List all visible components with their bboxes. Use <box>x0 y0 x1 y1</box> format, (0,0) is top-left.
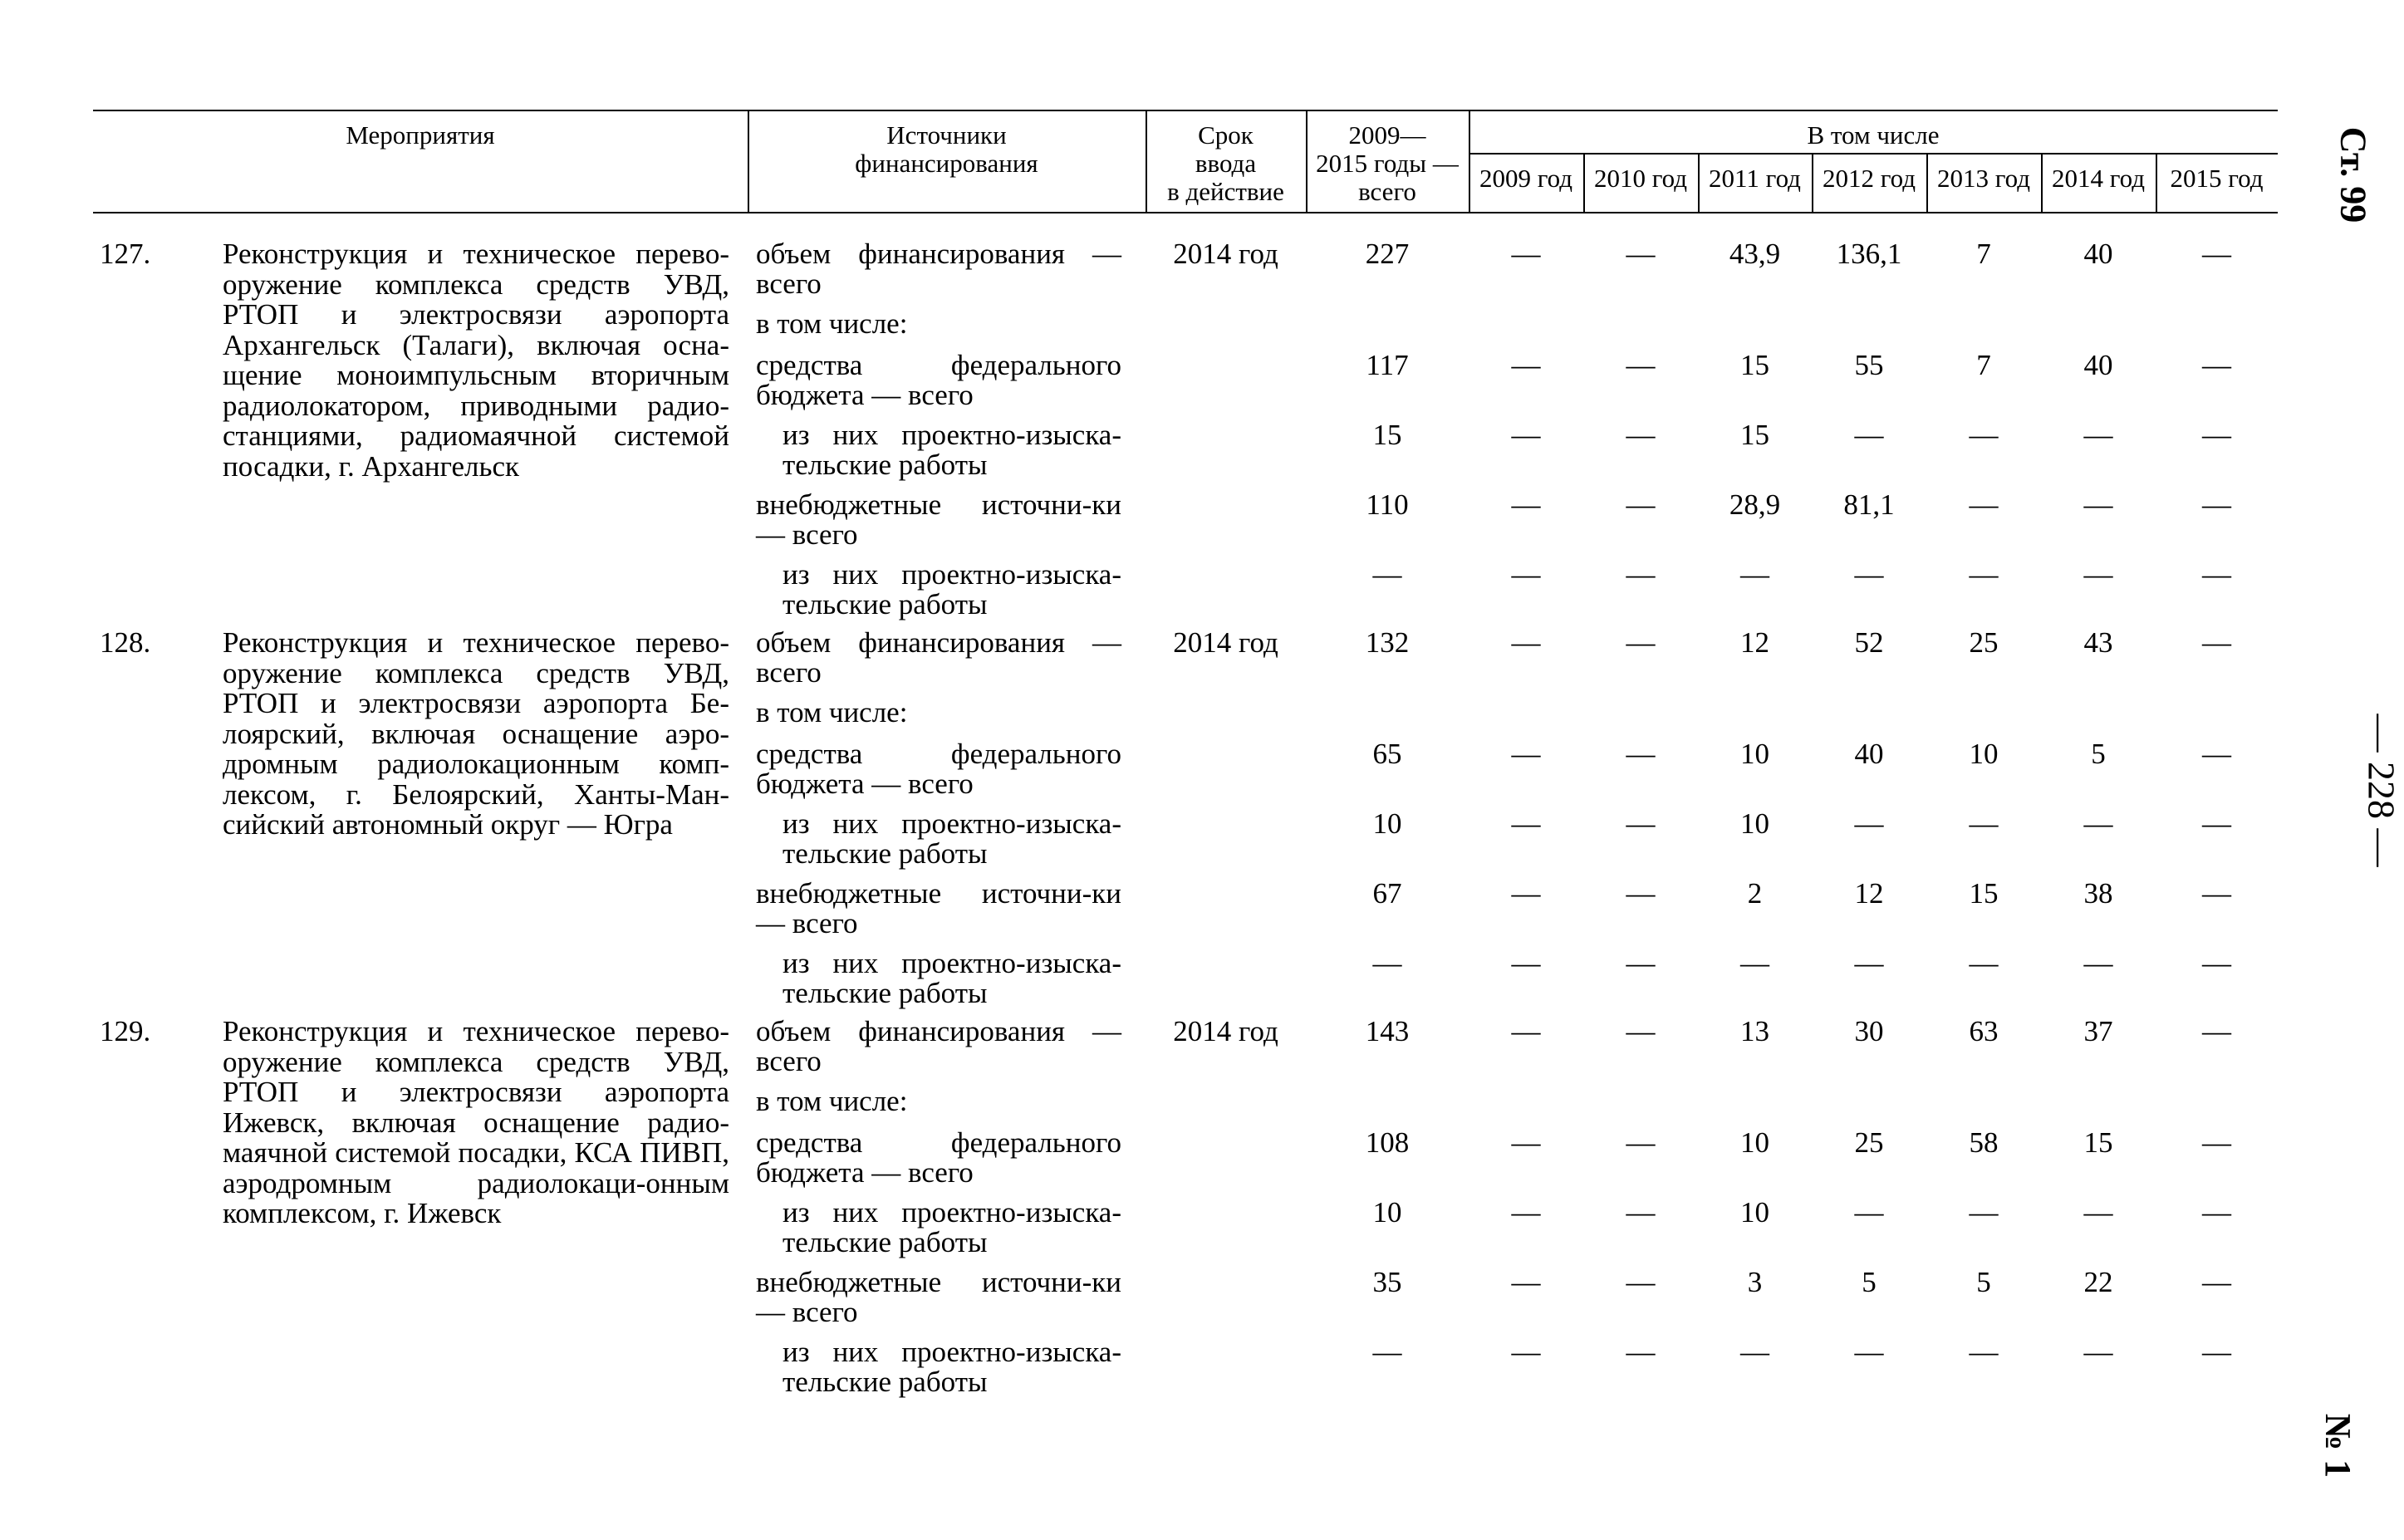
cell-2013: 5 <box>1976 1266 1991 1298</box>
cell-2010: — <box>1626 1126 1656 1159</box>
cell-total: — <box>1372 947 1402 979</box>
header-top-rule <box>93 110 2278 111</box>
cell-total: — <box>1372 1336 1402 1368</box>
cell-2011: 3 <box>1747 1266 1763 1298</box>
cell-2015: — <box>2202 488 2231 521</box>
cell-2012: — <box>1854 558 1884 591</box>
cell-2011: 10 <box>1740 738 1769 770</box>
cell-2010: — <box>1626 349 1656 381</box>
cell-2013: — <box>1969 1336 1999 1368</box>
cell-2010: — <box>1626 626 1656 659</box>
cell-total: 227 <box>1365 238 1410 270</box>
cell-2009: — <box>1511 626 1541 659</box>
cell-2009: — <box>1511 1336 1541 1368</box>
source-label: объем финансирования — всего <box>756 1015 1121 1077</box>
cell-2013: — <box>1969 947 1999 979</box>
cell-2012: 81,1 <box>1843 488 1895 521</box>
source-label: средства федерального бюджета — всего <box>756 349 1121 411</box>
cell-2012: 5 <box>1862 1266 1877 1298</box>
cell-2010: — <box>1626 488 1656 521</box>
header-term-line: Срок <box>1198 120 1254 150</box>
item-term: 2014 год <box>1173 1015 1278 1047</box>
cell-2010: — <box>1626 1196 1656 1229</box>
header-year-2010: 2010 год <box>1593 164 1688 193</box>
cell-2013: 15 <box>1969 877 1999 910</box>
cell-2014: 38 <box>2083 877 2113 910</box>
cell-2013: — <box>1969 807 1999 840</box>
source-label: объем финансирования — всего <box>756 238 1121 300</box>
cell-2012: 30 <box>1854 1015 1884 1047</box>
cell-total: 35 <box>1372 1266 1402 1298</box>
source-label: объем финансирования — всего <box>756 626 1121 689</box>
cell-2011: 10 <box>1740 807 1769 840</box>
header-sources <box>748 121 1146 178</box>
header-term-line: ввода <box>1195 149 1257 178</box>
cell-2009: — <box>1511 238 1541 270</box>
cell-2009: — <box>1511 488 1541 521</box>
header-year-2011: 2011 год <box>1709 164 1801 193</box>
cell-2012: 12 <box>1854 877 1884 910</box>
cell-2013: 63 <box>1969 1015 1999 1047</box>
cell-2011: — <box>1740 947 1769 979</box>
cell-2012: 55 <box>1854 349 1884 381</box>
cell-2012: — <box>1854 947 1884 979</box>
header-year-2012: 2012 год <box>1822 164 1916 193</box>
cell-2013: 58 <box>1969 1126 1999 1159</box>
cell-total: 117 <box>1366 349 1409 381</box>
header-sources-line: Источники <box>886 120 1007 150</box>
item-number: 128. <box>100 626 151 659</box>
cell-2010: — <box>1626 807 1656 840</box>
issue-label <box>2305 1413 2372 1479</box>
source-label: средства федерального бюджета — всего <box>756 738 1121 800</box>
item-description: Реконструкция и техническое перево-оружение комплекса средств УВД, РТОП и электросвязи аэропорта Бе-лоярский, включая оснащение аэро-дромным радиолокационным комп-лексом, г. Белоярский, Ханты-Ман-сийский автономный округ — Югра <box>223 626 729 841</box>
source-label: в том числе: <box>756 1085 908 1117</box>
cell-2012: 52 <box>1854 626 1884 659</box>
cell-2014: 40 <box>2083 238 2113 270</box>
cell-2011: 13 <box>1740 1015 1769 1047</box>
item-description: Реконструкция и техническое перево-оружение комплекса средств УВД, РТОП и электросвязи аэропорта Архангельск (Талаги), включая осна-щение моноимпульсным вторичным радиолокатором, приводными радио-станциями, радиомаячной системой посадки, г. Архангельск <box>223 238 729 483</box>
cell-2015: — <box>2202 807 2231 840</box>
cell-2014: — <box>2083 488 2113 521</box>
cell-2009: — <box>1511 738 1541 770</box>
header-year-2015: 2015 год <box>2170 164 2264 193</box>
cell-2014: 43 <box>2083 626 2113 659</box>
cell-2013: — <box>1969 419 1999 451</box>
cell-2012: — <box>1854 1196 1884 1229</box>
cell-2015: — <box>2202 947 2231 979</box>
item-description: Реконструкция и техническое перево-оружение комплекса средств УВД, РТОП и электросвязи аэропорта Ижевск, включая оснащение радио-маячной системой посадки, КСА ПИВП, аэродромным радиолокаци-онным комплексом, г. Ижевск <box>223 1015 729 1229</box>
cell-total: 132 <box>1365 626 1410 659</box>
header-year-2014: 2014 год <box>2051 164 2146 193</box>
cell-2011: 10 <box>1740 1196 1769 1229</box>
cell-2014: 5 <box>2091 738 2106 770</box>
cell-total: 10 <box>1372 807 1402 840</box>
cell-2009: — <box>1511 947 1541 979</box>
cell-2012: — <box>1854 419 1884 451</box>
cell-total: — <box>1372 558 1402 591</box>
cell-2011: 43,9 <box>1729 238 1781 270</box>
cell-2009: — <box>1511 1196 1541 1229</box>
item-number: 129. <box>100 1015 151 1047</box>
source-label: внебюджетные источни-ки — всего <box>756 488 1121 551</box>
cell-2014: — <box>2083 558 2113 591</box>
cell-2011: 12 <box>1740 626 1769 659</box>
header-including-label: В том числе <box>1807 120 1940 150</box>
cell-2010: — <box>1626 558 1656 591</box>
header-total-line: всего <box>1358 177 1416 206</box>
header-term <box>1146 121 1306 206</box>
cell-2015: — <box>2202 558 2231 591</box>
cell-2015: — <box>2202 738 2231 770</box>
cell-2010: — <box>1626 947 1656 979</box>
cell-2012: 40 <box>1854 738 1884 770</box>
cell-total: 65 <box>1372 738 1402 770</box>
header-term-line: в действие <box>1167 177 1284 206</box>
article-label-text: Ст. 99 <box>2333 126 2374 223</box>
cell-2010: — <box>1626 738 1656 770</box>
cell-2014: 22 <box>2083 1266 2113 1298</box>
source-label: из них проектно-изыска-тельские работы <box>783 558 1121 620</box>
cell-2010: — <box>1626 877 1656 910</box>
cell-2014: 40 <box>2083 349 2113 381</box>
item-term: 2014 год <box>1173 238 1278 270</box>
cell-total: 67 <box>1372 877 1402 910</box>
cell-2013: — <box>1969 558 1999 591</box>
cell-2011: — <box>1740 1336 1769 1368</box>
header-measures <box>93 121 748 150</box>
cell-total: 143 <box>1365 1015 1410 1047</box>
source-label: из них проектно-изыска-тельские работы <box>783 807 1121 870</box>
source-label: внебюджетные источни-ки — всего <box>756 877 1121 939</box>
page-number-text: — 228 — <box>2360 714 2403 867</box>
cell-2014: — <box>2083 1196 2113 1229</box>
cell-2014: 15 <box>2083 1126 2113 1159</box>
cell-2011: — <box>1740 558 1769 591</box>
header-year-2013: 2013 год <box>1936 164 2031 193</box>
cell-2014: — <box>2083 947 2113 979</box>
cell-2015: — <box>2202 1126 2231 1159</box>
cell-total: 110 <box>1366 488 1409 521</box>
source-label: в том числе: <box>756 307 908 340</box>
source-label: из них проектно-изыска-тельские работы <box>783 947 1121 1009</box>
cell-2015: — <box>2202 238 2231 270</box>
header-total-line: 2015 годы — <box>1316 149 1459 178</box>
cell-2015: — <box>2202 1336 2231 1368</box>
cell-total: 15 <box>1372 419 1402 451</box>
cell-2010: — <box>1626 1266 1656 1298</box>
cell-2012: — <box>1854 1336 1884 1368</box>
source-label: внебюджетные источни-ки — всего <box>756 1266 1121 1328</box>
cell-total: 10 <box>1372 1196 1402 1229</box>
header-sources-line: финансирования <box>855 149 1038 178</box>
header-measures-label: Мероприятия <box>346 120 495 150</box>
cell-2014: — <box>2083 419 2113 451</box>
issue-label-text: № 1 <box>2318 1413 2359 1479</box>
header-year-2009: 2009 год <box>1479 164 1573 193</box>
cell-2015: — <box>2202 419 2231 451</box>
cell-2014: — <box>2083 807 2113 840</box>
cell-2009: — <box>1511 877 1541 910</box>
cell-2011: 15 <box>1740 419 1769 451</box>
cell-2009: — <box>1511 1266 1541 1298</box>
cell-2010: — <box>1626 1015 1656 1047</box>
cell-2011: 10 <box>1740 1126 1769 1159</box>
cell-2014: 37 <box>2083 1015 2113 1047</box>
cell-2010: — <box>1626 419 1656 451</box>
item-term: 2014 год <box>1173 626 1278 659</box>
cell-2009: — <box>1511 807 1541 840</box>
cell-2015: — <box>2202 626 2231 659</box>
cell-2009: — <box>1511 349 1541 381</box>
cell-2011: 2 <box>1747 877 1763 910</box>
source-label: средства федерального бюджета — всего <box>756 1126 1121 1189</box>
article-label <box>2305 126 2374 223</box>
cell-2010: — <box>1626 1336 1656 1368</box>
cell-2009: — <box>1511 558 1541 591</box>
cell-2013: — <box>1969 488 1999 521</box>
page-number <box>2305 714 2403 867</box>
cell-2011: 15 <box>1740 349 1769 381</box>
source-label: из них проектно-изыска-тельские работы <box>783 1336 1121 1398</box>
item-number: 127. <box>100 238 151 270</box>
header-including <box>1469 121 2278 150</box>
cell-2012: 25 <box>1854 1126 1884 1159</box>
cell-2009: — <box>1511 419 1541 451</box>
header-bottom-rule <box>93 212 2278 213</box>
source-label: из них проектно-изыска-тельские работы <box>783 419 1121 481</box>
cell-2011: 28,9 <box>1729 488 1781 521</box>
cell-2015: — <box>2202 1266 2231 1298</box>
cell-2013: — <box>1969 1196 1999 1229</box>
cell-2010: — <box>1626 238 1656 270</box>
cell-2013: 25 <box>1969 626 1999 659</box>
source-label: из них проектно-изыска-тельские работы <box>783 1196 1121 1258</box>
cell-2009: — <box>1511 1126 1541 1159</box>
source-label: в том числе: <box>756 696 908 728</box>
header-total <box>1306 121 1469 206</box>
cell-2014: — <box>2083 1336 2113 1368</box>
cell-total: 108 <box>1365 1126 1410 1159</box>
cell-2012: — <box>1854 807 1884 840</box>
cell-2015: — <box>2202 1015 2231 1047</box>
cell-2015: — <box>2202 1196 2231 1229</box>
header-total-line: 2009— <box>1348 120 1426 150</box>
cell-2013: 7 <box>1976 349 1991 381</box>
cell-2013: 7 <box>1976 238 1991 270</box>
cell-2009: — <box>1511 1015 1541 1047</box>
cell-2013: 10 <box>1969 738 1999 770</box>
cell-2015: — <box>2202 349 2231 381</box>
cell-2015: — <box>2202 877 2231 910</box>
cell-2012: 136,1 <box>1836 238 1902 270</box>
